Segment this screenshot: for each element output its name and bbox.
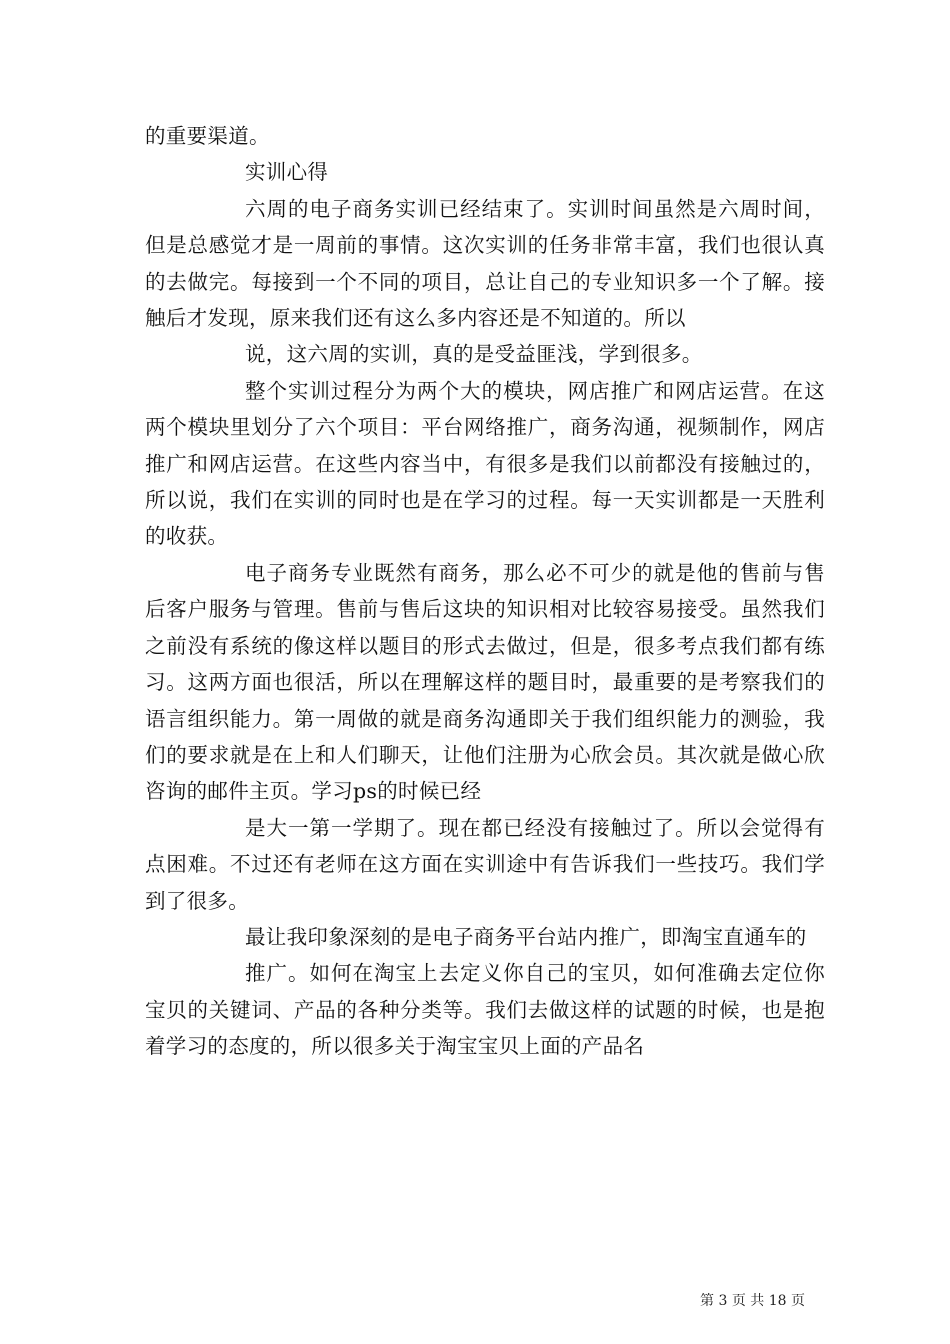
paragraph-9: 推广。如何在淘宝上去定义你自己的宝贝，如何准确去定位你宝贝的关键词、产品的各种分类等。我们去做这样的试题的时候，也是抱着学习的态度的，所以很多关于淘宝宝贝上面的产品名 — [145, 961, 825, 1059]
paragraph-3: 六周的电子商务实训已经结束了。实训时间虽然是六周时间，但是总感觉才是一周前的事情。这次实训的任务非常丰富，我们也很认真的去做完。每接到一个不同的项目，总让自己的专业知识多一个了解。接触后才发现，原来我们还有这么多内容还是不知道的。所以 — [145, 196, 825, 331]
paragraph-8: 最让我印象深刻的是电子商务平台站内推广，即淘宝直通车的 — [245, 924, 807, 949]
paragraph-7: 是大一第一学期了。现在都已经没有接触过了。所以会觉得有点困难。不过还有老师在这方面在实训途中有告诉我们一些技巧。我们学到了很多。 — [145, 815, 825, 913]
paragraph-5: 整个实训过程分为两个大的模块，网店推广和网店运营。在这两个模块里划分了六个项目：平台网络推广，商务沟通，视频制作，网店推广和网店运营。在这些内容当中，有很多是我们以前都没有接触过的，所以说，我们在实训的同时也是在学习的过程。每一天实训都是一天胜利的收获。 — [145, 378, 825, 549]
document-body — [145, 118, 825, 1065]
page-number: 第 3 页 共 18 页 — [700, 1293, 805, 1309]
paragraph-1: 的重要渠道。 — [145, 124, 270, 148]
paragraph-4: 说，这六周的实训，真的是受益匪浅，学到很多。 — [245, 342, 703, 367]
paragraph-6: 电子商务专业既然有商务，那么必不可少的就是他的售前与售后客户服务与管理。售前与售后这块的知识相对比较容易接受。虽然我们之前没有系统的像这样以题目的形式去做过，但是，很多考点我们都有练习。这两方面也很活，所以在理解这样的题目时，最重要的是考察我们的语言组织能力。第一周做的就是商务沟通即关于我们组织能力的测验，我们的要求就是在上和人们聊天，让他们注册为心欣会员。其次就是做心欣咨询的邮件主页。学习ps的时候已经 — [145, 560, 825, 804]
section-heading: 实训心得 — [245, 160, 329, 185]
